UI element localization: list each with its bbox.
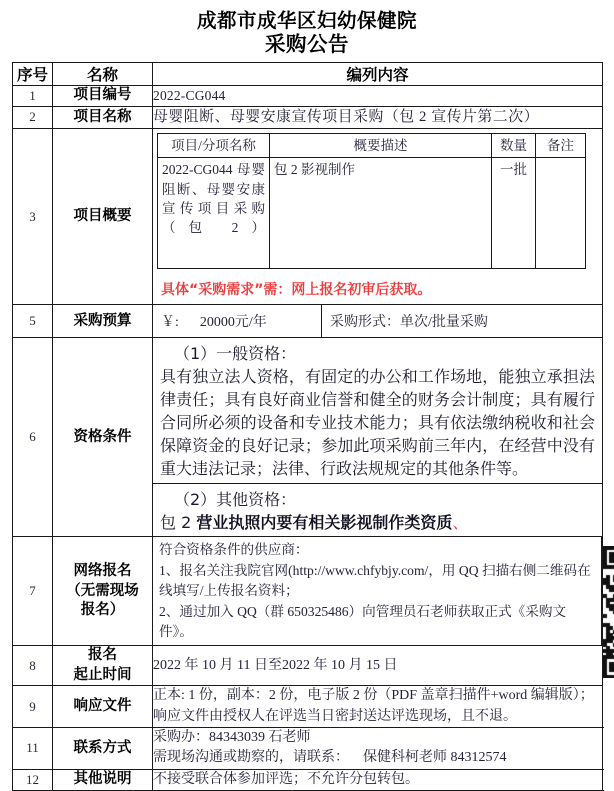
row-index: 12: [13, 769, 53, 790]
row-label: [53, 537, 153, 646]
project-code-value: 2022-CG044: [153, 86, 603, 107]
row-index: 3: [13, 129, 53, 305]
row-label: 采购预算: [53, 305, 153, 338]
response-line-2: 响应文件由授权人在评选当日密封送达评选现场，且不退。: [153, 708, 517, 724]
row-label: 项目名称: [53, 106, 153, 128]
header-content: 编列内容: [153, 63, 603, 86]
registration-line-2: 1、报名关注我院官网(http://www.chfybjy.com/，用 QQ 扫描右侧二维码在线填写/上传报名资料；: [159, 562, 591, 599]
registration-period-value: 2022 年 10 月 11 日至2022 年 10 月 15 日: [153, 646, 603, 686]
project-summary-cell: [153, 129, 603, 305]
row-label: 联系方式: [53, 728, 153, 770]
general-qualification-body: 具有独立法人资格，有固定的办公和工作场地，能独立承担法律责任；具有良好商业信誉和健全的财务会计制度；具有履行合同所必须的设备和专业技术能力；具有依法缴纳税收和社会保障资金的良好记录；参加此项采购前三年内，在经营中没有重大违法记录；法律、行政法规规定的其他条件等。: [160, 367, 595, 479]
table-row: [13, 338, 603, 537]
row-label: 资格条件: [53, 338, 153, 537]
procurement-form: [322, 305, 604, 337]
row-index: 1: [13, 86, 53, 107]
row-label: 其他说明: [53, 769, 153, 790]
procurement-form-label: 采购形式：: [330, 315, 400, 331]
row-index: 11: [13, 728, 53, 770]
table-row: [13, 646, 603, 686]
project-name-value: 母婴阻断、母婴安康宣传项目采购（包 2 宣传片第二次）: [153, 106, 603, 128]
budget-split-table: [153, 305, 603, 337]
table-row: [13, 86, 603, 107]
inner-header-remark: 备注: [536, 134, 586, 158]
inner-cell-description: 包 2 影视制作: [270, 158, 492, 269]
online-registration-cell: [153, 537, 603, 646]
row-index: 8: [13, 646, 53, 686]
row-label-line3: 报名）: [80, 602, 125, 619]
table-row: [13, 537, 603, 646]
procurement-form-value: 单次/批量采购: [400, 315, 488, 331]
general-qualification-title: （1）一般资格：: [174, 344, 297, 364]
row-label-line2: （无需现场: [66, 582, 139, 599]
inner-header-item: 项目/分项名称: [158, 134, 270, 158]
contact-line-2-label: 需现场沟通或勘察的，请联系：: [153, 750, 349, 766]
contact-line-2: [153, 748, 602, 768]
other-qualification-prefix: 包 2: [160, 513, 197, 533]
row-index: 7: [13, 537, 53, 646]
contact-line-2-value: 保健科柯老师 84312574: [363, 750, 507, 766]
inner-cell-remark: [536, 158, 586, 269]
header-name: 名称: [53, 63, 153, 86]
summary-inner-wrap: [153, 133, 602, 273]
response-line-1: 正本: 1 份，副本：2 份，电子版 2 份（PDF 盖章扫描件+word 编辑版）；: [153, 688, 594, 704]
contact-cell: [153, 728, 603, 770]
other-qualification-block: [153, 483, 602, 536]
row-index: 6: [13, 338, 53, 537]
registration-qr-code[interactable]: [603, 546, 614, 678]
other-notes-value: 不接受联合体参加评选；不允许分包转包。: [153, 769, 603, 790]
header-index: 序号: [13, 63, 53, 86]
table-row: [13, 769, 603, 790]
other-qualification-highlight: 营业执照内要有相关影视制作类资质: [196, 513, 453, 533]
budget-amount: [153, 305, 322, 337]
inner-header-row: [158, 134, 586, 158]
other-qualification-suffix: 、: [452, 513, 469, 533]
row-label: [53, 646, 153, 686]
document-title: [0, 0, 614, 56]
other-qualification-body: [160, 510, 595, 533]
budget-row: [153, 305, 603, 337]
title-line-institution: 成都市成华区妇幼保健院: [196, 9, 417, 32]
budget-amount-value: 20000元/年: [199, 315, 267, 331]
summary-inner-table: [157, 133, 586, 269]
qualification-cell: [153, 338, 603, 537]
row-index: 5: [13, 305, 53, 338]
procurement-requirement-note: 具体“采购需求”需：网上报名初审后获取。: [161, 282, 432, 299]
general-qualification-block: [153, 338, 602, 483]
budget-currency-label: ￥:: [161, 315, 179, 331]
table-row: [13, 305, 603, 338]
inner-header-description: 概要描述: [270, 134, 492, 158]
online-registration-text: [153, 537, 602, 645]
budget-cell: [153, 305, 603, 338]
procurement-table: [12, 62, 603, 791]
table-row: [13, 106, 603, 128]
table-row: [13, 129, 603, 305]
row-label-line2: 起止时间: [73, 666, 132, 683]
row-label: 项目概要: [53, 129, 153, 305]
row-label-line1: 网络报名: [73, 562, 132, 579]
table-row: [13, 728, 603, 770]
row-index: 2: [13, 106, 53, 128]
title-line-announcement: 采购公告: [265, 32, 349, 56]
table-header-row: [13, 63, 603, 86]
response-document-cell: [153, 686, 603, 728]
row-label: 项目编号: [53, 86, 153, 107]
inner-cell-item: 2022-CG044 母婴阻断、母婴安康宣传项目采购（包 2）: [158, 158, 270, 269]
contact-line-1: 采购办：84343039 石老师: [153, 730, 311, 746]
registration-line-3: 2、通过加入 QQ（群 650325486）向管理员石老师获取正式《采购文件》。: [159, 603, 567, 639]
inner-table-row: [158, 158, 586, 269]
table-row: [13, 686, 603, 728]
inner-cell-quantity: 一批: [492, 158, 536, 269]
other-qualification-title: （2）其他资格：: [174, 490, 297, 510]
registration-line-1: 符合资格条件的供应商：: [159, 542, 309, 558]
row-label: 响应文件: [53, 686, 153, 728]
inner-header-quantity: 数量: [492, 134, 536, 158]
row-index: 9: [13, 686, 53, 728]
row-label-line1: 报名: [88, 647, 117, 664]
